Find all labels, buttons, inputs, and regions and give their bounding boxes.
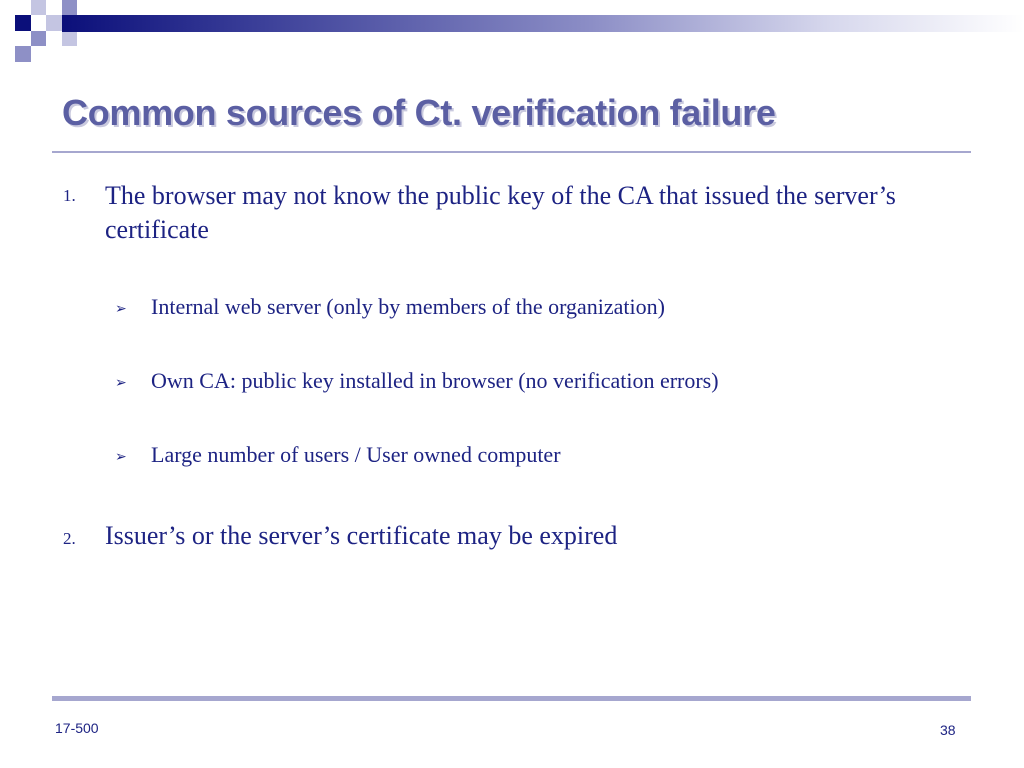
footer-course-label: 17-500	[55, 720, 99, 736]
footer-divider	[52, 696, 971, 701]
sub-list-item-text: Own CA: public key installed in browser (no verification errors)	[151, 368, 719, 393]
arrow-bullet-icon: ➢	[115, 449, 127, 465]
list-item-text: The browser may not know the public key of the CA that issued the server’s certificate	[105, 181, 896, 244]
sub-list-item-text: Large number of users / User owned computer	[151, 442, 561, 467]
arrow-bullet-icon: ➢	[115, 301, 127, 317]
arrow-bullet-icon: ➢	[115, 375, 127, 391]
list-number: 2.	[63, 529, 76, 548]
sub-list-item-text: Internal web server (only by members of the organization)	[151, 294, 665, 319]
page-number: 38	[940, 722, 956, 738]
list-number: 1.	[63, 186, 76, 205]
slide-title: Common sources of Ct. verification failure	[62, 92, 776, 133]
list-item-text: Issuer’s or the server’s certificate may be expired	[105, 521, 618, 550]
